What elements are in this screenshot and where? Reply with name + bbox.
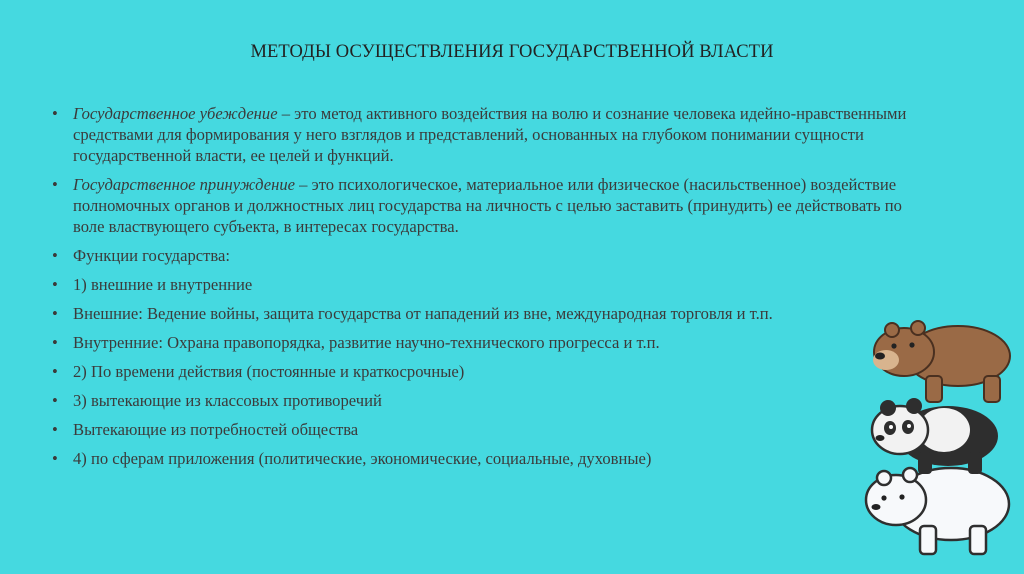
slide-title: МЕТОДЫ ОСУЩЕСТВЛЕНИЯ ГОСУДАРСТВЕННОЙ ВЛАСТИ	[250, 42, 774, 62]
bullet-text: Вытекающие из потребностей общества	[73, 420, 359, 439]
bullet-item	[52, 448, 932, 469]
bullet-text: 3) вытекающие из классовых противоречий	[73, 391, 382, 410]
bullet-text: Функции государства:	[73, 246, 230, 265]
bullet-text: – это психологическое, материальное или физическое (насильственное) воздействие полномочных органов и должностных лиц государства на личность с целью заставить (принудить) ее действовать по воле властвующего субъекта, в интересах государства.	[73, 175, 902, 236]
bullet-item	[52, 361, 932, 382]
bullet-text: – это метод активного воздействия на волю и сознание человека идейно-нравственными средствами для формирования у него взглядов и представлений, основанных на глубоком понимании сущности государственной власти, ее целей и функций.	[73, 104, 907, 165]
bullet-item	[52, 174, 932, 237]
bullet-term: Государственное убеждение	[73, 104, 278, 123]
bullet-text: 2) По времени действия (постоянные и краткосрочные)	[73, 362, 465, 381]
stacked-bears-illustration	[848, 318, 1024, 574]
bullet-text: 1) внешние и внутренние	[73, 275, 253, 294]
ice-bear-icon	[866, 468, 1009, 554]
bullet-text: 4) по сферам приложения (политические, экономические, социальные, духовные)	[73, 449, 652, 468]
bullet-term: Государственное принуждение	[73, 175, 295, 194]
bullet-list	[52, 103, 932, 477]
bullet-item	[52, 419, 932, 440]
bullet-item	[52, 303, 932, 324]
bullet-item	[52, 103, 932, 166]
bullet-item	[52, 332, 932, 353]
bullet-item	[52, 390, 932, 411]
bullet-text: Внутренние: Охрана правопорядка, развитие научно-технического прогресса и т.п.	[73, 333, 660, 352]
grizzly-bear-icon	[873, 321, 1010, 402]
bullet-item	[52, 274, 932, 295]
bullet-text: Внешние: Ведение войны, защита государства от нападений из вне, международная торговля и т.п.	[73, 304, 773, 323]
bullet-item	[52, 245, 932, 266]
panda-bear-icon	[872, 398, 998, 474]
